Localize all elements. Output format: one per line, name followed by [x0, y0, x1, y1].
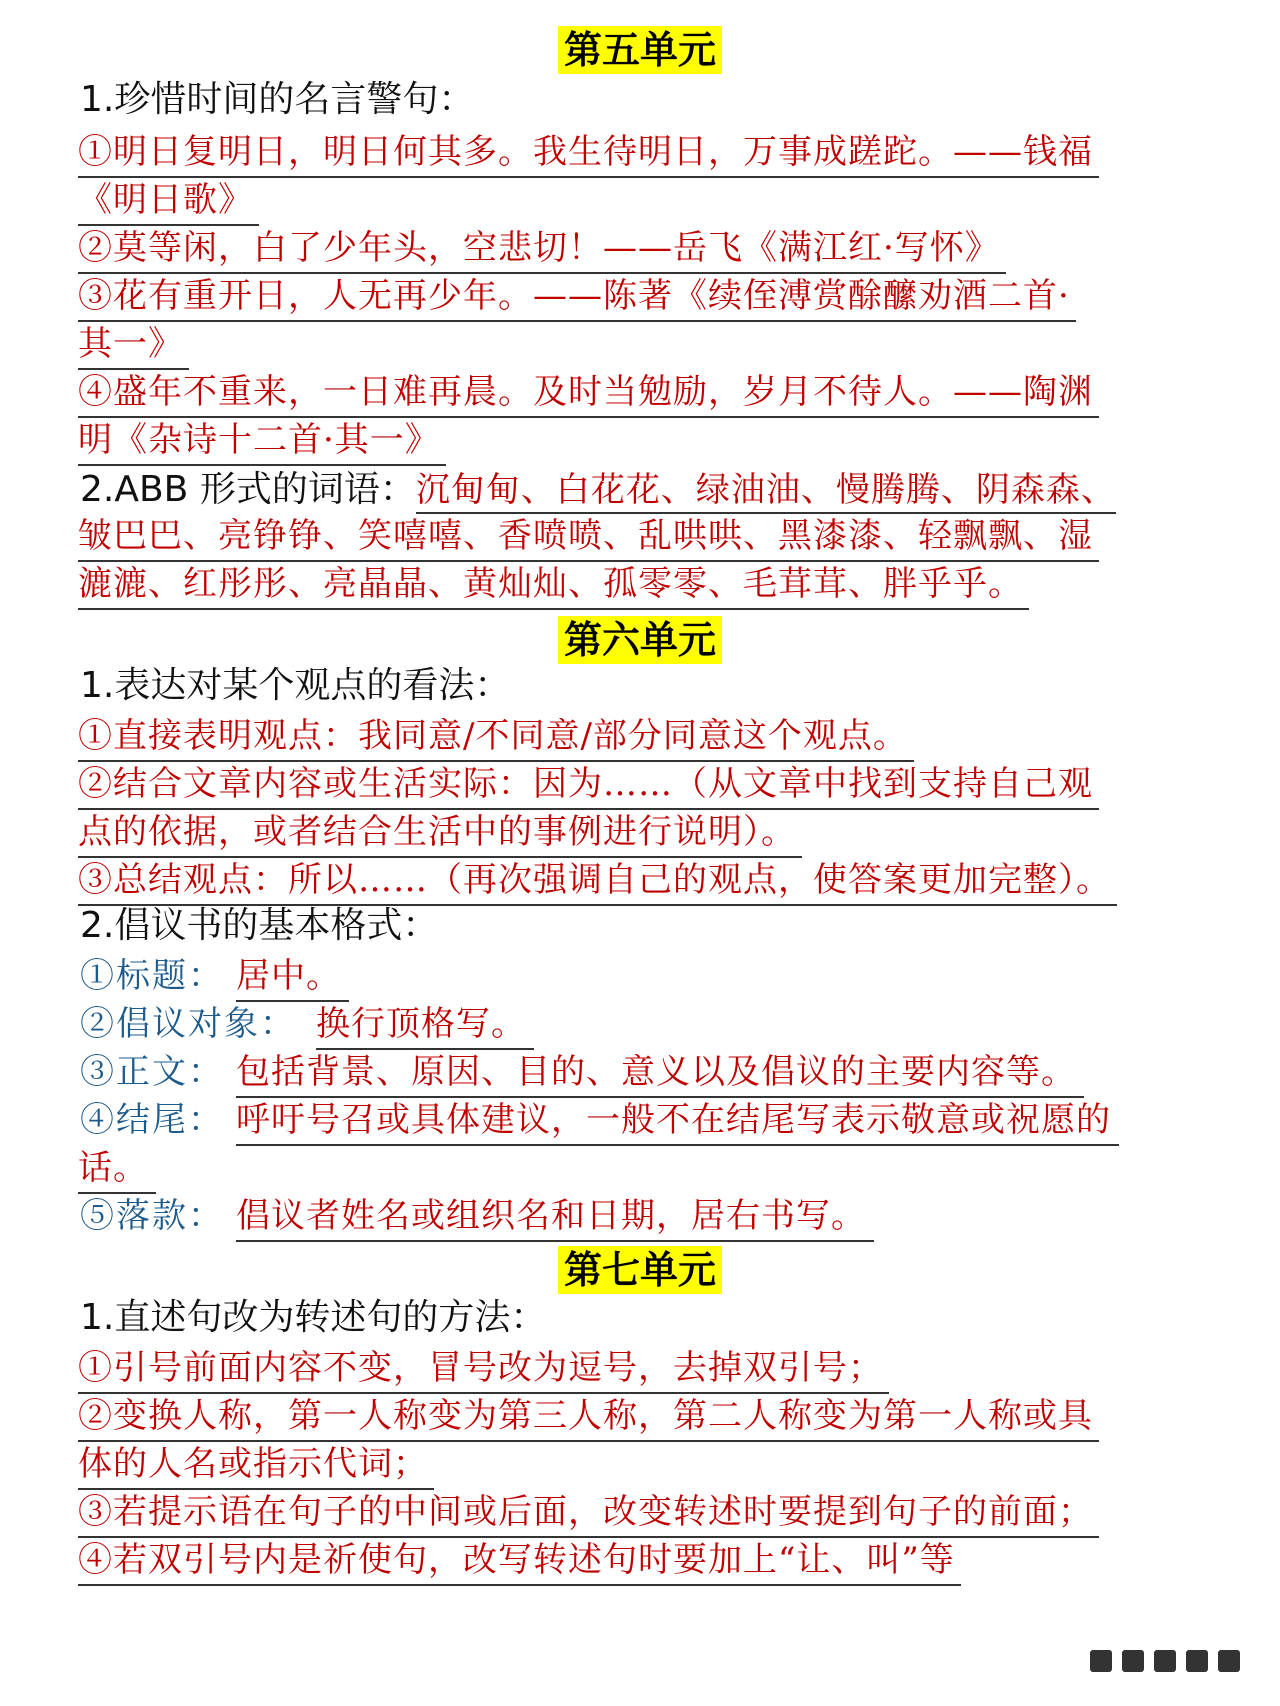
unit7-title-text: 第七单元 [558, 1246, 722, 1294]
abb-words-first: 沉甸甸、白花花、绿油油、慢腾腾、阴森森、 [416, 470, 1116, 514]
unit7-title [0, 1246, 1280, 1294]
unit6-q2-heading: 2.倡议书的基本格式： [80, 905, 439, 946]
opinion-line: ③总结观点：所以……（再次强调自己的观点，使答案更加完整）。 [78, 856, 1117, 906]
format-label: ②倡议对象： [80, 1004, 296, 1044]
method-line: ④若双引号内是祈使句，改写转述句时要加上“让、叫”等 [78, 1536, 961, 1586]
unit6-title-text: 第六单元 [558, 616, 722, 664]
unit5-title-text: 第五单元 [558, 26, 722, 74]
quote-line: 《明日歌》 [78, 176, 259, 226]
quote-line: ①明日复明日，明日何其多。我生待明日，万事成蹉跎。——钱福 [78, 128, 1099, 178]
watermark-icon [1080, 1650, 1240, 1676]
unit5-q2-heading [80, 468, 1116, 512]
format-label: ③正文： [80, 1052, 224, 1092]
format-value: 呼吁号召或具体建议，一般不在结尾写表示敬意或祝愿的 [236, 1096, 1119, 1146]
method-line: ③若提示语在句子的中间或后面，改变转述时要提到句子的前面； [78, 1488, 1099, 1538]
format-label: ①标题： [80, 956, 224, 996]
format-label: ⑤落款： [80, 1196, 224, 1236]
quote-line: ②莫等闲，白了少年头，空悲切！——岳飞《满江红·写怀》 [78, 224, 1006, 274]
unit7-q1-heading: 1.直述句改为转述句的方法： [80, 1297, 547, 1338]
quote-line: ④盛年不重来，一日难再晨。及时当勉励，岁月不待人。——陶渊 [78, 368, 1099, 418]
format-value-cont: 话。 [78, 1144, 156, 1194]
opinion-line: ①直接表明观点：我同意/不同意/部分同意这个观点。 [78, 712, 914, 762]
quote-line: 其一》 [78, 320, 189, 370]
opinion-line: ②结合文章内容或生活实际：因为……（从文章中找到支持自己观 [78, 760, 1099, 810]
method-line: 体的人名或指示代词； [78, 1440, 434, 1490]
format-value: 倡议者姓名或组织名和日期，居右书写。 [236, 1192, 874, 1242]
format-value: 居中。 [236, 952, 349, 1002]
unit6-q1-heading: 1.表达对某个观点的看法： [80, 665, 511, 706]
quote-line: ③花有重开日，人无再少年。——陈著《续侄溥赏酴醿劝酒二首· [78, 272, 1076, 322]
opinion-line: 点的依据，或者结合生活中的事例进行说明）。 [78, 808, 802, 858]
format-value: 包括背景、原因、目的、意义以及倡议的主要内容等。 [236, 1048, 1084, 1098]
format-value: 换行顶格写。 [316, 1000, 534, 1050]
unit5-title [0, 26, 1280, 74]
method-line: ①引号前面内容不变，冒号改为逗号，去掉双引号； [78, 1344, 889, 1394]
quote-line: 明《杂诗十二首·其一》 [78, 416, 446, 466]
method-line: ②变换人称，第一人称变为第三人称，第二人称变为第一人称或具 [78, 1392, 1099, 1442]
abb-heading-text: 2.ABB 形式的词语： [80, 469, 416, 510]
unit6-title [0, 616, 1280, 664]
abb-words-line: 皱巴巴、亮铮铮、笑嘻嘻、香喷喷、乱哄哄、黑漆漆、轻飘飘、湿 [78, 512, 1099, 562]
format-label: ④结尾： [80, 1100, 224, 1140]
unit5-q1-heading: 1.珍惜时间的名言警句： [80, 79, 475, 120]
abb-words-line: 漉漉、红彤彤、亮晶晶、黄灿灿、孤零零、毛茸茸、胖乎乎。 [78, 560, 1029, 610]
